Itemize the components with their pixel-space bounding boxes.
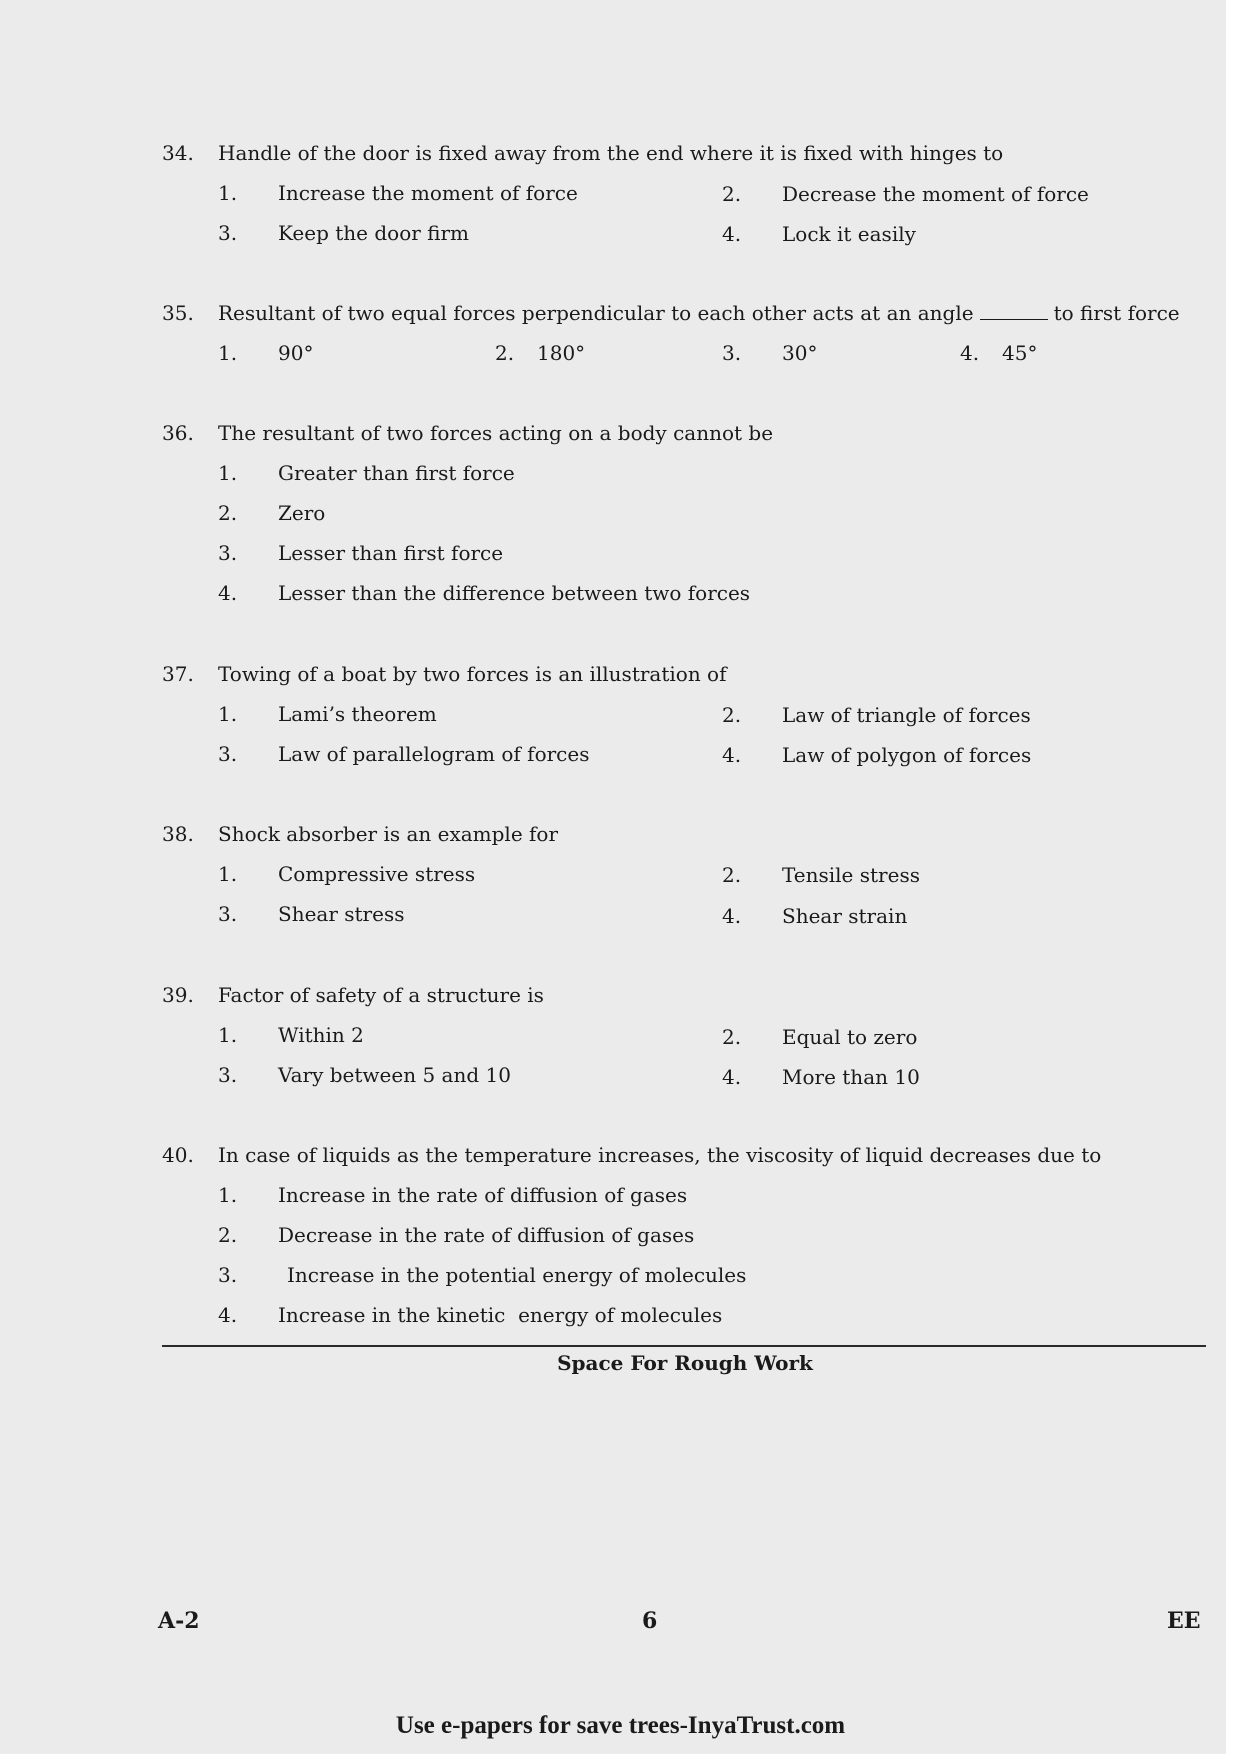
question-text-after: to first force (1053, 301, 1180, 325)
option-number: 3. (218, 742, 238, 766)
option-text: Increase in the potential energy of molecules (287, 1263, 747, 1287)
option-number: 1. (218, 1183, 238, 1207)
option-text: 180° (537, 341, 586, 365)
question-text (218, 300, 1180, 326)
option-number: 2. (218, 501, 238, 525)
option-text: Decrease in the rate of diffusion of gases (278, 1223, 695, 1247)
question-text: The resultant of two forces acting on a body cannot be (218, 421, 774, 445)
option-number: 3. (722, 341, 742, 365)
question-number: 40. (162, 1143, 194, 1167)
option-text: 45° (1002, 341, 1038, 365)
option-number: 2. (495, 341, 515, 365)
footer-code: A-2 (158, 1608, 200, 1634)
option-text: Increase in the rate of diffusion of gases (278, 1183, 688, 1207)
option-text: Increase the moment of force (278, 181, 578, 205)
page-number: 6 (642, 1608, 658, 1634)
page-edge (1226, 0, 1241, 1754)
option-text: Shear stress (278, 902, 405, 926)
option-text: Within 2 (278, 1023, 364, 1047)
option-number: 1. (218, 461, 238, 485)
option-text: More than 10 (782, 1065, 920, 1089)
option-text: Law of polygon of forces (782, 743, 1032, 767)
question-number: 36. (162, 421, 194, 445)
option-number: 4. (722, 222, 742, 246)
option-number: 3. (218, 541, 238, 565)
option-number: 1. (218, 702, 238, 726)
option-text: 30° (782, 341, 818, 365)
answer-blank (980, 303, 1048, 320)
option-text: Zero (278, 501, 326, 525)
option-text: Lami’s theorem (278, 702, 437, 726)
option-number: 3. (218, 902, 238, 926)
option-number: 1. (218, 341, 238, 365)
option-text: Shear strain (782, 904, 908, 928)
option-number: 1. (218, 862, 238, 886)
option-text: Vary between 5 and 10 (278, 1063, 511, 1087)
footer-series: EE (1167, 1608, 1201, 1634)
option-number: 3. (218, 1263, 238, 1287)
question-text: Handle of the door is fixed away from the end where it is fixed with hinges to (218, 141, 1004, 165)
option-number: 2. (722, 863, 742, 887)
option-text: Law of parallelogram of forces (278, 742, 590, 766)
question-text: In case of liquids as the temperature increases, the viscosity of liquid decreases due to (218, 1143, 1102, 1167)
question-number: 34. (162, 141, 194, 165)
question-number: 37. (162, 662, 194, 686)
option-text: Greater than first force (278, 461, 515, 485)
option-text: Lesser than first force (278, 541, 504, 565)
option-number: 2. (722, 703, 742, 727)
option-number: 3. (218, 221, 238, 245)
option-text: Tensile stress (782, 863, 920, 887)
site-footer-text: Use e-papers for save trees-InyaTrust.com (395, 1712, 846, 1739)
question-number: 39. (162, 983, 194, 1007)
option-number: 4. (722, 1065, 742, 1089)
question-text: Towing of a boat by two forces is an illustration of (218, 662, 727, 686)
option-number: 2. (722, 1025, 742, 1049)
option-text: Compressive stress (278, 862, 476, 886)
option-number: 4. (218, 581, 238, 605)
option-number: 2. (218, 1223, 238, 1247)
option-text: Lock it easily (782, 222, 916, 246)
question-number: 38. (162, 822, 194, 846)
option-text: Law of triangle of forces (782, 703, 1031, 727)
option-number: 4. (722, 743, 742, 767)
option-number: 1. (218, 1023, 238, 1047)
option-number: 4. (722, 904, 742, 928)
option-text: Increase in the kinetic energy of molecules (278, 1303, 723, 1327)
option-number: 1. (218, 181, 238, 205)
option-number: 4. (218, 1303, 238, 1327)
question-number: 35. (162, 301, 194, 325)
option-text: 90° (278, 341, 314, 365)
question-text: Shock absorber is an example for (218, 822, 559, 846)
question-text-before: Resultant of two equal forces perpendicular to each other acts at an angle (218, 301, 974, 325)
option-text: Equal to zero (782, 1025, 918, 1049)
question-text: Factor of safety of a structure is (218, 983, 544, 1007)
option-text: Lesser than the difference between two forces (278, 581, 751, 605)
divider-rule (162, 1345, 1206, 1347)
option-text: Keep the door firm (278, 221, 470, 245)
option-text: Decrease the moment of force (782, 182, 1089, 206)
rough-work-heading: Space For Rough Work (557, 1351, 813, 1375)
option-number: 4. (960, 341, 980, 365)
option-number: 3. (218, 1063, 238, 1087)
option-number: 2. (722, 182, 742, 206)
